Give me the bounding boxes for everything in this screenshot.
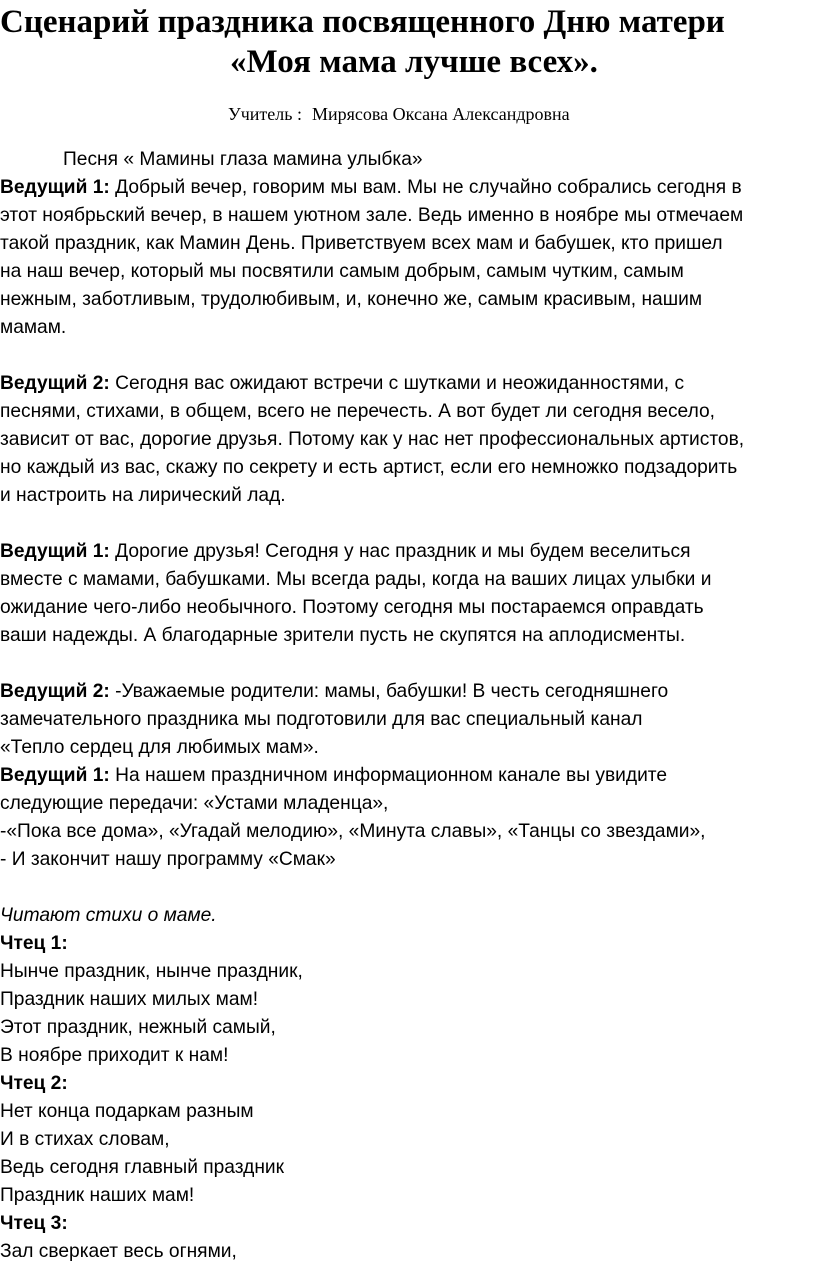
reader-2-label bbox=[0, 1070, 816, 1098]
paragraph-text: вместе с мамами, бабушками. Мы всегда рады, когда на ваших лицах улыбки и bbox=[0, 569, 712, 590]
teacher-label: Учитель : bbox=[228, 104, 302, 124]
paragraph-text: этот ноябрьский вечер, в нашем уютном зале. Ведь именно в ноябре мы отмечаем bbox=[0, 205, 744, 226]
paragraph-text: песнями, стихами, в общем, всего не перечесть. А вот будет ли сегодня весело, bbox=[0, 401, 715, 422]
speaker-label: Ведущий 1: bbox=[0, 541, 110, 562]
paragraph-spacer bbox=[0, 510, 816, 538]
poem-line: Праздник наших милых мам! bbox=[0, 989, 259, 1010]
song-title: Песня « Мамины глаза мамина улыбка» bbox=[63, 149, 423, 170]
reader-label: Чтец 1: bbox=[0, 933, 68, 954]
paragraph-spacer bbox=[0, 342, 816, 370]
paragraph-text: Сегодня вас ожидают встречи с шутками и неожиданностями, с bbox=[109, 373, 685, 394]
poem-line: Нынче праздник, нынче праздник, bbox=[0, 961, 303, 982]
paragraph-text: Добрый вечер, говорим мы вам. Мы не случайно собрались сегодня в bbox=[109, 177, 742, 198]
paragraph-text: «Тепло сердец для любимых мам». bbox=[0, 737, 319, 758]
poem-line: Ведь сегодня главный праздник bbox=[0, 1157, 285, 1178]
paragraph-text: На нашем праздничном информационном канале вы увидите bbox=[109, 765, 668, 786]
paragraph-text: мамам. bbox=[0, 317, 67, 338]
paragraph-text: такой праздник, как Мамин День. Приветствуем всех мам и бабушек, кто пришел bbox=[0, 233, 723, 254]
poem-line: Этот праздник, нежный самый, bbox=[0, 1017, 276, 1038]
teacher-name: Мирясова Оксана Александровна bbox=[311, 104, 570, 124]
paragraph-text: но каждый из вас, скажу по секрету и есть артист, если его немножко подзадорить bbox=[0, 457, 738, 478]
paragraph-host2-a bbox=[0, 370, 816, 398]
script-body bbox=[0, 146, 816, 1266]
paragraph-host1-a bbox=[0, 174, 816, 202]
poem-line: Нет конца подаркам разным bbox=[0, 1101, 254, 1122]
title-line-2: «Моя мама лучше всех». bbox=[230, 44, 598, 80]
speaker-label: Ведущий 2: bbox=[0, 681, 110, 702]
speaker-label: Ведущий 1: bbox=[0, 177, 110, 198]
poem-line: И в стихах словам, bbox=[0, 1129, 170, 1150]
reader-label: Чтец 3: bbox=[0, 1213, 68, 1234]
poems-intro bbox=[0, 902, 816, 930]
poems-intro-text: Читают стихи о маме. bbox=[0, 905, 217, 926]
paragraph-text: ваши надежды. А благодарные зрители пусть не скупятся на аплодисменты. bbox=[0, 625, 686, 646]
paragraph-text: Дорогие друзья! Сегодня у нас праздник и мы будем веселиться bbox=[109, 541, 691, 562]
paragraph-text: и настроить на лирический лад. bbox=[0, 485, 286, 506]
poem-line: Праздник наших мам! bbox=[0, 1185, 195, 1206]
speaker-label: Ведущий 1: bbox=[0, 765, 110, 786]
paragraph-text: -«Пока все дома», «Угадай мелодию», «Минута славы», «Танцы со звездами», bbox=[0, 821, 706, 842]
paragraph-host1-b bbox=[0, 538, 816, 566]
poem-line: В ноябре приходит к нам! bbox=[0, 1045, 229, 1066]
speaker-label: Ведущий 2: bbox=[0, 373, 110, 394]
paragraph-text: зависит от вас, дорогие друзья. Потому как у нас нет профессиональных артистов, bbox=[0, 429, 745, 450]
paragraph-text: на наш вечер, который мы посвятили самым добрым, самым чутким, самым bbox=[0, 261, 684, 282]
paragraph-host1-c bbox=[0, 762, 816, 790]
paragraph-text: ожидание чего-либо необычного. Поэтому сегодня мы постараемся оправдать bbox=[0, 597, 704, 618]
paragraph-spacer bbox=[0, 874, 816, 902]
paragraph-text: замечательного праздника мы подготовили для вас специальный канал bbox=[0, 709, 643, 730]
paragraph-text: - И закончит нашу программу «Смак» bbox=[0, 849, 336, 870]
reader-label: Чтец 2: bbox=[0, 1073, 68, 1094]
teacher-line bbox=[228, 100, 570, 128]
reader-3-label bbox=[0, 1210, 816, 1238]
paragraph-text: нежным, заботливым, трудолюбивым, и, конечно же, самым красивым, нашим bbox=[0, 289, 703, 310]
paragraph-text: следующие передачи: «Устами младенца», bbox=[0, 793, 389, 814]
reader-1-label bbox=[0, 930, 816, 958]
paragraph-text: -Уважаемые родители: мамы, бабушки! В честь сегодняшнего bbox=[109, 681, 669, 702]
paragraph-host2-b bbox=[0, 678, 816, 706]
title-line-1: Сценарий праздника посвященного Дню матери bbox=[0, 4, 725, 40]
poem-line: Зал сверкает весь огнями, bbox=[0, 1241, 237, 1262]
paragraph-spacer bbox=[0, 650, 816, 678]
